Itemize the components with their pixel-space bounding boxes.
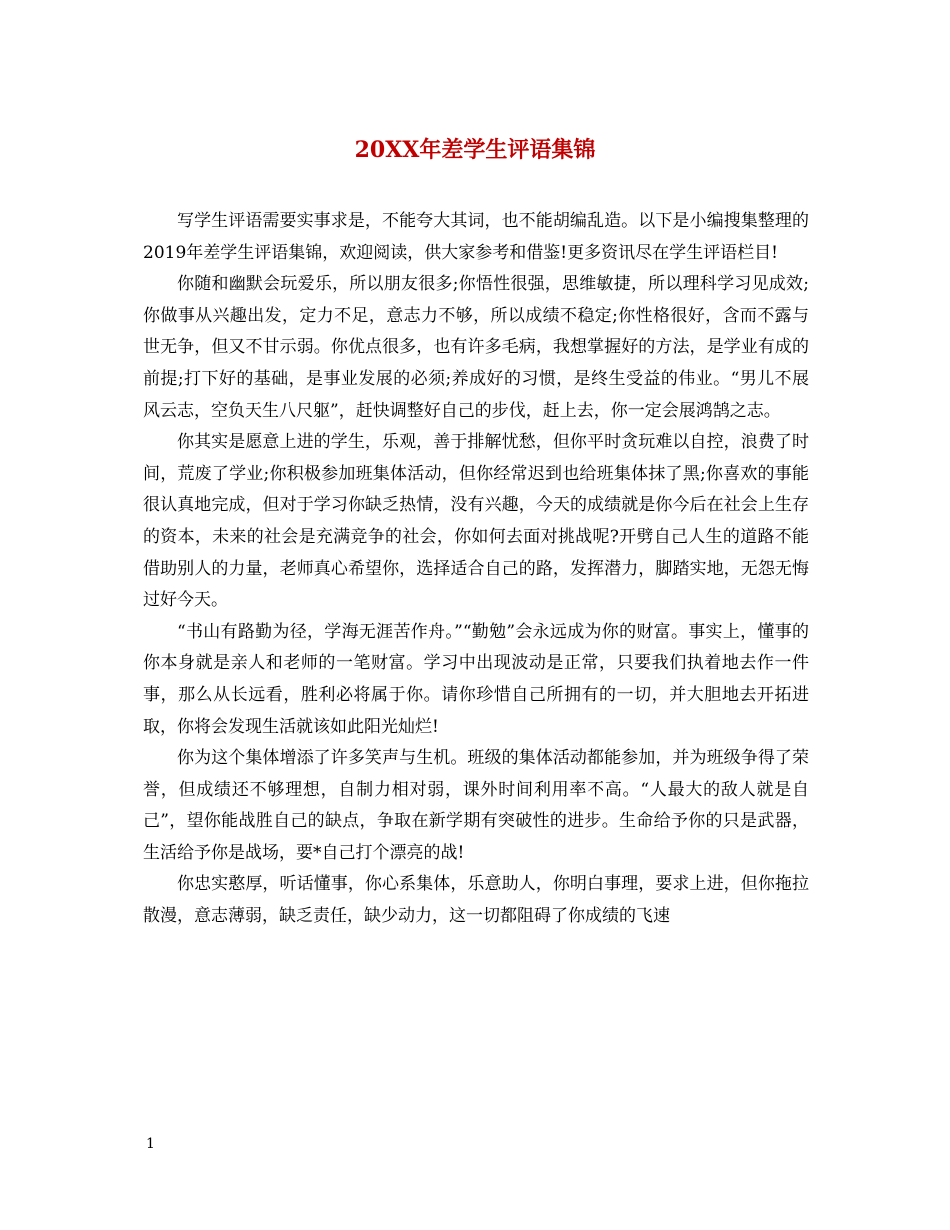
page-number: 1 [146,1136,155,1152]
paragraph-comment-3: “书山有路勤为径，学海无涯苦作舟。”“勤勉”会永远成为你的财富。事实上，懂事的你本身就是亲人和老师的一笔财富。学习中出现波动是正常，只要我们执着地去作一件事，那么从长远看，胜利必将属于你。请你珍惜自己所拥有的一切，并大胆地去开拓进取，你将会发现生活就该如此阳光灿烂! [143,621,809,737]
paragraph-intro: 写学生评语需要实事求是，不能夸大其词，也不能胡编乱造。以下是小编搜集整理的2019年差学生评语集锦，欢迎阅读，供大家参考和借鉴!更多资讯尽在学生评语栏目! [143,211,809,263]
paragraph-comment-5: 你忠实憨厚，听话懂事，你心系集体，乐意助人，你明白事理，要求上进，但你拖拉散漫，意志薄弱，缺乏责任，缺少动力，这一切都阻碍了你成绩的飞速 [143,874,809,927]
document-title: 20XX年差学生评语集锦 [354,137,596,163]
document-body [143,206,809,933]
paragraph-comment-4: 你为这个集体增添了许多笑声与生机。班级的集体活动都能参加，并为班级争得了荣誉，但成绩还不够理想，自制力相对弱，课外时间利用率不高。“人最大的敌人就是自己”，望你能战胜自己的缺点，争取在新学期有突破性的进步。生命给予你的只是武器，生活给予你是战场，要*自己打个漂亮的战! [143,748,809,863]
paragraph-comment-2: 你其实是愿意上进的学生，乐观，善于排解忧愁，但你平时贪玩难以自控，浪费了时间，荒废了学业;你积极参加班集体活动，但你经常迟到也给班集体抹了黑;你喜欢的事能很认真地完成，但对于学习你缺乏热情，没有兴趣，今天的成绩就是你今后在社会上生存的资本，未来的社会是充满竞争的社会，你如何去面对挑战呢?开劈自己人生的道路不能借助别人的力量，老师真心希望你，选择适合自己的路，发挥潜力，脚踏实地，无怨无悔过好今天。 [143,432,809,611]
paragraph-comment-1: 你随和幽默会玩爱乐，所以朋友很多;你悟性很强，思维敏捷，所以理科学习见成效;你做事从兴趣出发，定力不足，意志力不够，所以成绩不稳定;你性格很好，含而不露与世无争，但又不甘示弱。你优点很多，也有许多毛病，我想掌握好的方法，是学业有成的前提;打下好的基础，是事业发展的必须;养成好的习惯，是终生受益的伟业。“男儿不展风云志，空负天生八尺躯”，赶快调整好自己的步伐，赶上去，你一定会展鸿鹄之志。 [143,274,809,421]
